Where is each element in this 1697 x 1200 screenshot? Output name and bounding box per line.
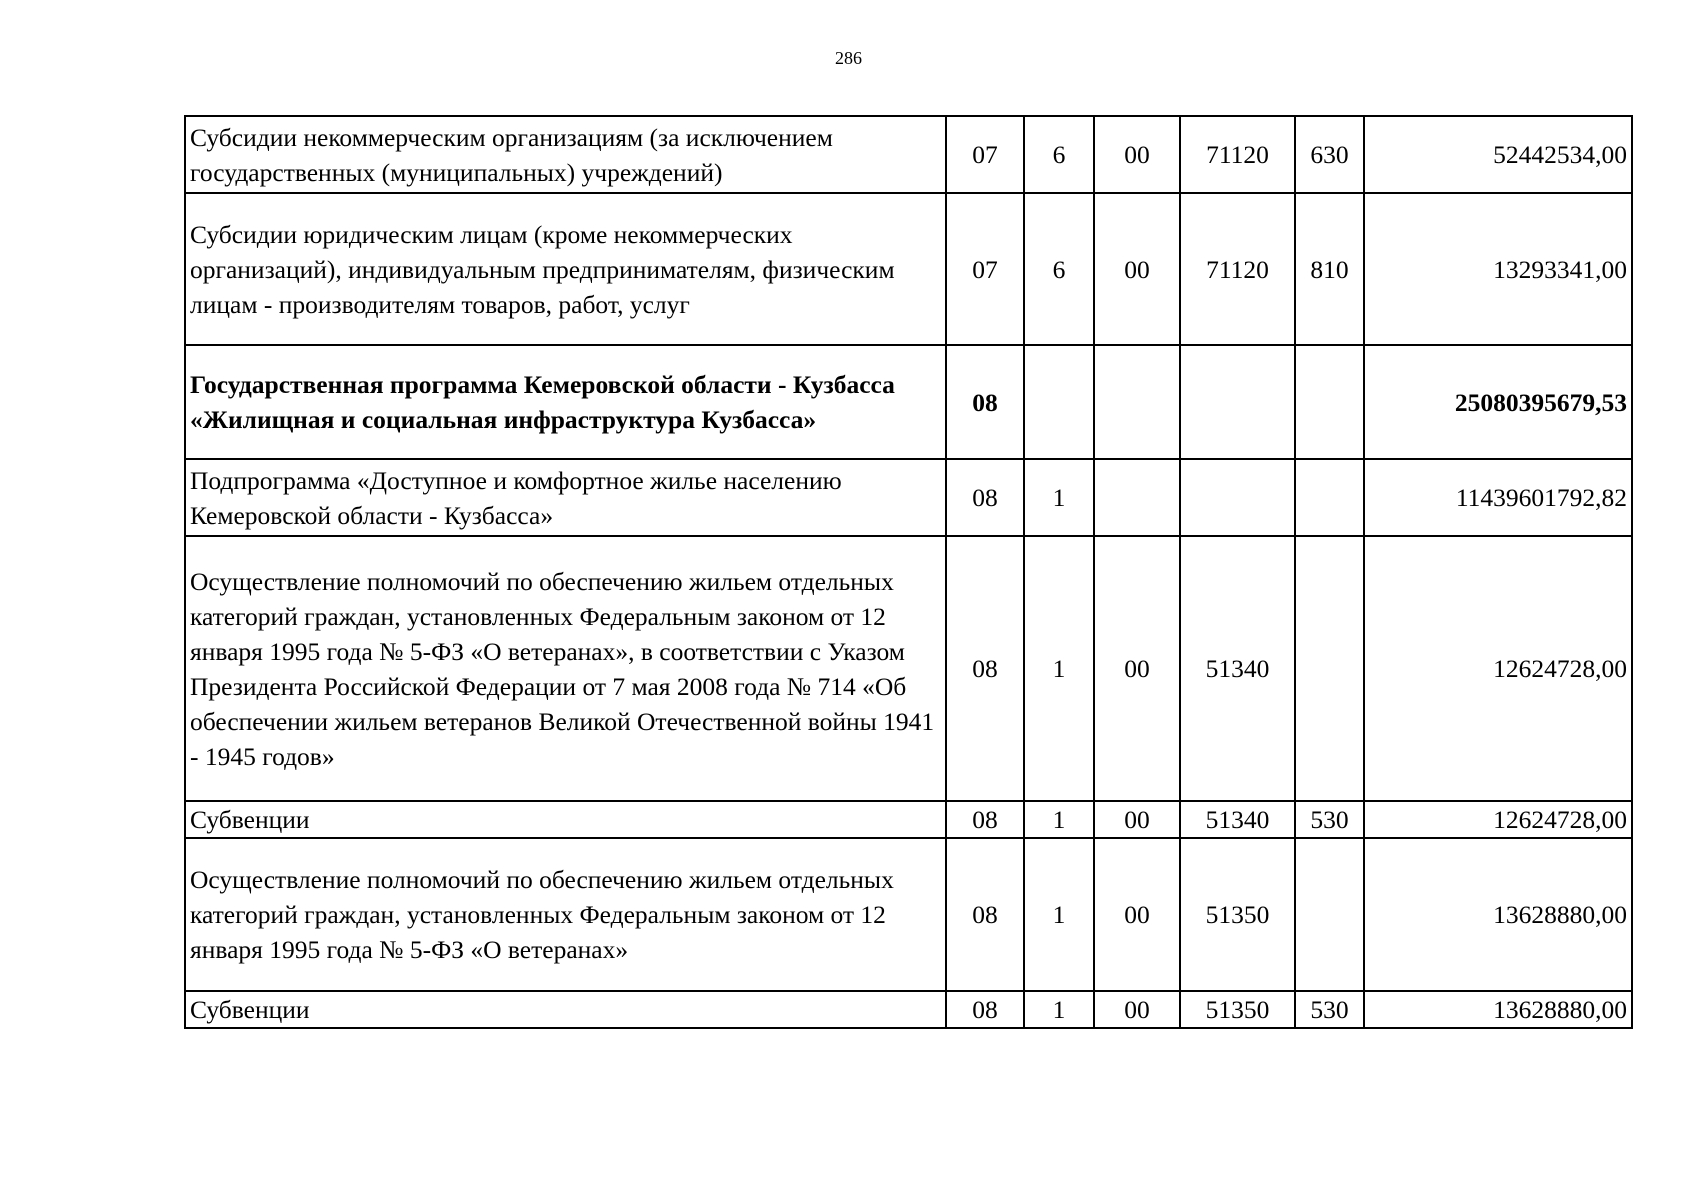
budget-table-body [185, 116, 1632, 1028]
row-name-cell: Субсидии юридическим лицам (кроме некоммерческих организаций), индивидуальным предпринимателям, физическим лицам - производителям товаров, работ, услуг [185, 193, 946, 345]
table-row [185, 193, 1632, 345]
subprogram-code-cell [1024, 345, 1094, 459]
subprogram-code-cell: 1 [1024, 459, 1094, 536]
program-code-cell: 08 [946, 536, 1024, 801]
expense-type-code-cell [1295, 345, 1364, 459]
table-row [185, 345, 1632, 459]
subprogram-code-cell: 6 [1024, 116, 1094, 193]
direction-code-cell [1180, 345, 1295, 459]
main-event-code-cell [1094, 459, 1180, 536]
expense-type-code-cell: 530 [1295, 991, 1364, 1028]
main-event-code-cell: 00 [1094, 801, 1180, 838]
row-name-cell: Субвенции [185, 991, 946, 1028]
direction-code-cell: 51340 [1180, 801, 1295, 838]
program-code-cell: 08 [946, 345, 1024, 459]
table-row [185, 536, 1632, 801]
budget-table [184, 115, 1633, 1029]
table-row [185, 459, 1632, 536]
amount-cell: 13628880,00 [1364, 991, 1632, 1028]
program-code-cell: 07 [946, 116, 1024, 193]
amount-cell: 11439601792,82 [1364, 459, 1632, 536]
subprogram-code-cell: 1 [1024, 801, 1094, 838]
page-number: 286 [835, 48, 862, 68]
direction-code-cell: 51350 [1180, 838, 1295, 991]
amount-cell: 13628880,00 [1364, 838, 1632, 991]
main-event-code-cell: 00 [1094, 536, 1180, 801]
amount-cell: 52442534,00 [1364, 116, 1632, 193]
main-event-code-cell: 00 [1094, 116, 1180, 193]
table-row [185, 838, 1632, 991]
table-row [185, 801, 1632, 838]
subprogram-code-cell: 6 [1024, 193, 1094, 345]
row-name-cell: Осуществление полномочий по обеспечению жильем отдельных категорий граждан, установленных Федеральным законом от 12 января 1995 года № 5-ФЗ «О ветеранах» [185, 838, 946, 991]
subprogram-code-cell: 1 [1024, 991, 1094, 1028]
direction-code-cell: 51340 [1180, 536, 1295, 801]
amount-cell: 13293341,00 [1364, 193, 1632, 345]
table-row [185, 116, 1632, 193]
program-code-cell: 08 [946, 991, 1024, 1028]
program-code-cell: 08 [946, 801, 1024, 838]
main-event-code-cell [1094, 345, 1180, 459]
program-code-cell: 08 [946, 459, 1024, 536]
subprogram-code-cell: 1 [1024, 838, 1094, 991]
direction-code-cell: 71120 [1180, 116, 1295, 193]
expense-type-code-cell [1295, 459, 1364, 536]
direction-code-cell: 51350 [1180, 991, 1295, 1028]
row-name-cell: Субвенции [185, 801, 946, 838]
amount-cell: 12624728,00 [1364, 801, 1632, 838]
direction-code-cell: 71120 [1180, 193, 1295, 345]
amount-cell: 12624728,00 [1364, 536, 1632, 801]
main-event-code-cell: 00 [1094, 193, 1180, 345]
table-row [185, 991, 1632, 1028]
expense-type-code-cell: 530 [1295, 801, 1364, 838]
row-name-cell: Государственная программа Кемеровской области - Кузбасса «Жилищная и социальная инфраструктура Кузбасса» [185, 345, 946, 459]
subprogram-code-cell: 1 [1024, 536, 1094, 801]
expense-type-code-cell: 810 [1295, 193, 1364, 345]
direction-code-cell [1180, 459, 1295, 536]
expense-type-code-cell: 630 [1295, 116, 1364, 193]
row-name-cell: Субсидии некоммерческим организациям (за исключением государственных (муниципальных) учреждений) [185, 116, 946, 193]
expense-type-code-cell [1295, 838, 1364, 991]
main-event-code-cell: 00 [1094, 838, 1180, 991]
expense-type-code-cell [1295, 536, 1364, 801]
main-event-code-cell: 00 [1094, 991, 1180, 1028]
row-name-cell: Осуществление полномочий по обеспечению жильем отдельных категорий граждан, установленных Федеральным законом от 12 января 1995 года № 5-ФЗ «О ветеранах», в соответствии с Указом Президента Российской Федерации от 7 мая 2008 года № 714 «Об обеспечении жильем ветеранов Великой Отечественной войны 1941 - 1945 годов» [185, 536, 946, 801]
program-code-cell: 08 [946, 838, 1024, 991]
amount-cell: 25080395679,53 [1364, 345, 1632, 459]
program-code-cell: 07 [946, 193, 1024, 345]
row-name-cell: Подпрограмма «Доступное и комфортное жилье населению Кемеровской области - Кузбасса» [185, 459, 946, 536]
